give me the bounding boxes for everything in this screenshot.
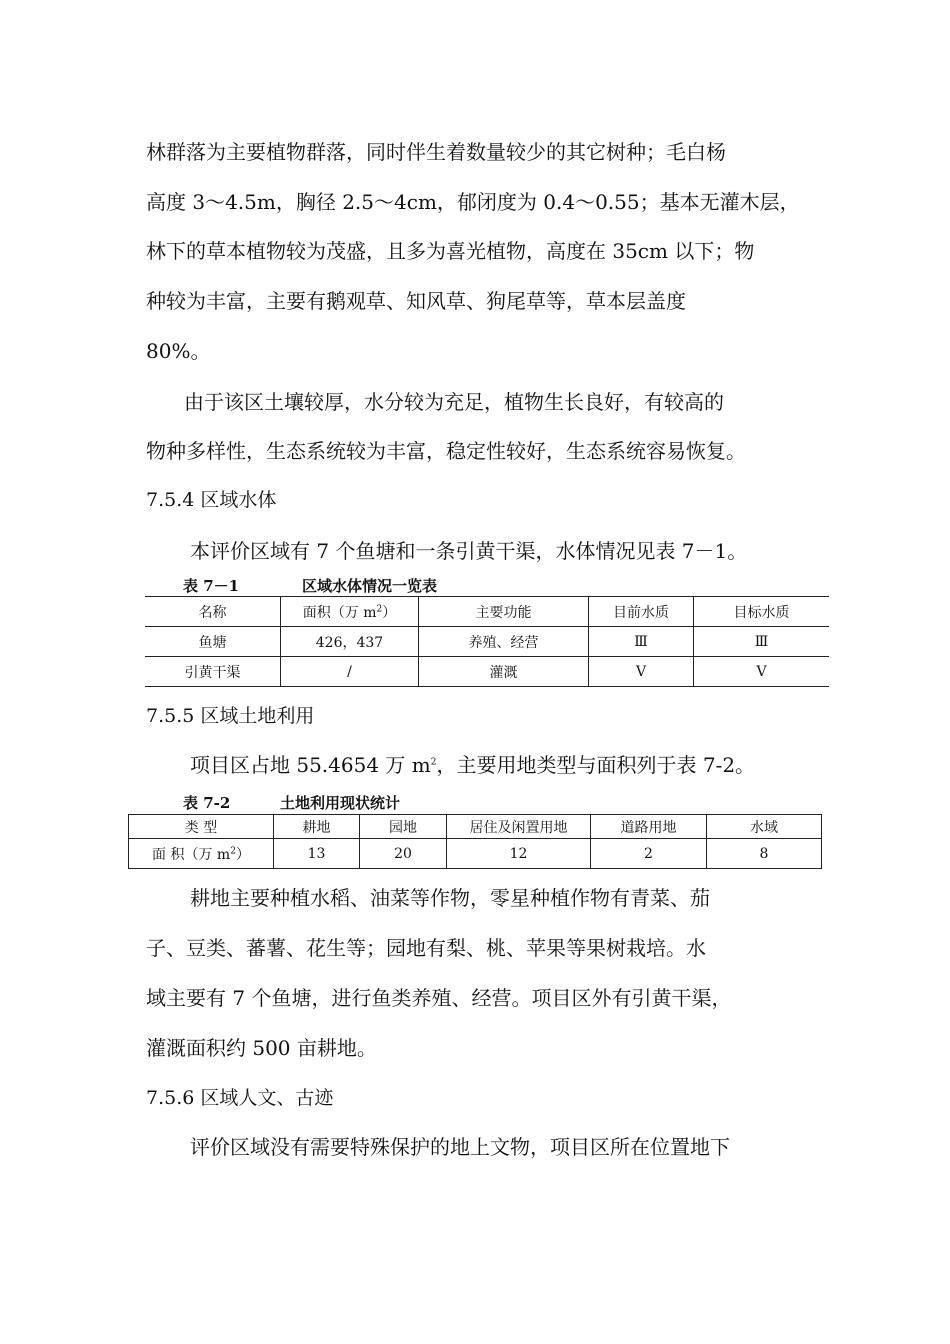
- paragraph-line: 80%。: [146, 339, 211, 363]
- section-heading: 7.5.4 区域水体: [146, 489, 277, 511]
- table-cell: /: [281, 657, 419, 687]
- paragraph-line: 耕地主要种植水稻、油菜等作物，零星种植作物有青菜、茄: [190, 886, 710, 910]
- table-cell: Ⅲ: [589, 627, 694, 657]
- table-header-cell: 耕地: [274, 815, 360, 839]
- table-cell: 426，437: [281, 627, 419, 657]
- section-heading: 7.5.5 区域土地利用: [146, 705, 315, 727]
- superscript: 2: [230, 845, 236, 856]
- table-cell: 8: [707, 839, 822, 869]
- table-cell: 引黄干渠: [145, 657, 281, 687]
- table-cell: V: [589, 657, 694, 687]
- table-row: [145, 657, 829, 687]
- paragraph-text: 项目区占地 55.4654 万 m: [190, 753, 431, 777]
- table-header-cell: 园地: [360, 815, 447, 839]
- table-header-text: 面积（万 m: [302, 604, 377, 621]
- table-header-cell: 目前水质: [589, 597, 694, 627]
- table-caption-title: 土地利用现状统计: [280, 794, 401, 812]
- table-cell: 2: [591, 839, 707, 869]
- paragraph-line: 本评价区域有 7 个鱼塘和一条引黄干渠，水体情况见表 7－1。: [190, 539, 748, 563]
- table-header-text: ）: [382, 604, 397, 621]
- table-cell: Ⅲ: [694, 627, 830, 657]
- paragraph-line: 种较为丰富，主要有鹅观草、知风草、狗尾草等，草本层盖度: [146, 289, 686, 313]
- land-use-table: [128, 814, 822, 869]
- table-header-cell: 名称: [198, 604, 227, 621]
- table-header-cell: 道路用地: [591, 815, 707, 839]
- table-cell: 灌溉: [419, 657, 589, 687]
- table-header-cell: [281, 597, 419, 627]
- table-cell: 鱼塘: [145, 627, 281, 657]
- table-header-row: [145, 597, 829, 627]
- table-cell: 养殖、经营: [419, 627, 589, 657]
- table-caption-number: 表 7-2: [183, 794, 231, 812]
- paragraph-line: 评价区域没有需要特殊保护的地上文物，项目区所在位置地下: [190, 1135, 730, 1159]
- paragraph-line: 林群落为主要植物群落，同时伴生着数量较少的其它树种；毛白杨: [146, 140, 726, 164]
- table-header-cell: 类 型: [129, 815, 274, 839]
- table-cell: V: [694, 657, 830, 687]
- superscript: 2: [430, 757, 437, 768]
- table-caption-title: 区域水体情况一览表: [302, 577, 438, 595]
- paragraph-line: 灌溉面积约 500 亩耕地。: [146, 1036, 377, 1060]
- table-row-label: [129, 839, 274, 869]
- paragraph-text: ，主要用地类型与面积列于表 7-2。: [436, 753, 756, 777]
- paragraph-line: 物种多样性，生态系统较为丰富，稳定性较好，生态系统容易恢复。: [146, 439, 746, 463]
- table-header-cell: 目标水质: [694, 597, 830, 627]
- row-label-text: 面 积（万 m: [152, 846, 231, 863]
- table-header-cell: 水域: [707, 815, 822, 839]
- superscript: 2: [376, 603, 383, 614]
- table-header-row: [129, 815, 822, 839]
- table-row: [129, 839, 822, 869]
- table-cell: 13: [274, 839, 360, 869]
- section-heading: 7.5.6 区域人文、古迹: [146, 1087, 334, 1109]
- table-header-cell: 主要功能: [419, 597, 589, 627]
- paragraph-line: 由于该区土壤较厚，水分较为充足，植物生长良好，有较高的: [184, 390, 724, 414]
- paragraph-line: 域主要有 7 个鱼塘，进行鱼类养殖、经营。项目区外有引黄干渠，: [146, 986, 732, 1010]
- paragraph-line: [190, 752, 755, 778]
- paragraph-line: 林下的草本植物较为茂盛，且多为喜光植物，高度在 35cm 以下；物: [146, 239, 755, 263]
- water-body-table: [145, 596, 829, 687]
- paragraph-line: 子、豆类、蕃薯、花生等；园地有梨、桃、苹果等果树栽培。水: [146, 936, 706, 960]
- table-row: [145, 627, 829, 657]
- row-label-text: ）: [235, 846, 250, 863]
- table-cell: 12: [447, 839, 591, 869]
- table-cell: 20: [360, 839, 447, 869]
- table-caption-number: 表 7－1: [183, 577, 240, 595]
- paragraph-line: 高度 3～4.5m，胸径 2.5～4cm，郁闭度为 0.4～0.55；基本无灌木层，: [146, 190, 800, 214]
- table-header-cell: 居住及闲置用地: [447, 815, 591, 839]
